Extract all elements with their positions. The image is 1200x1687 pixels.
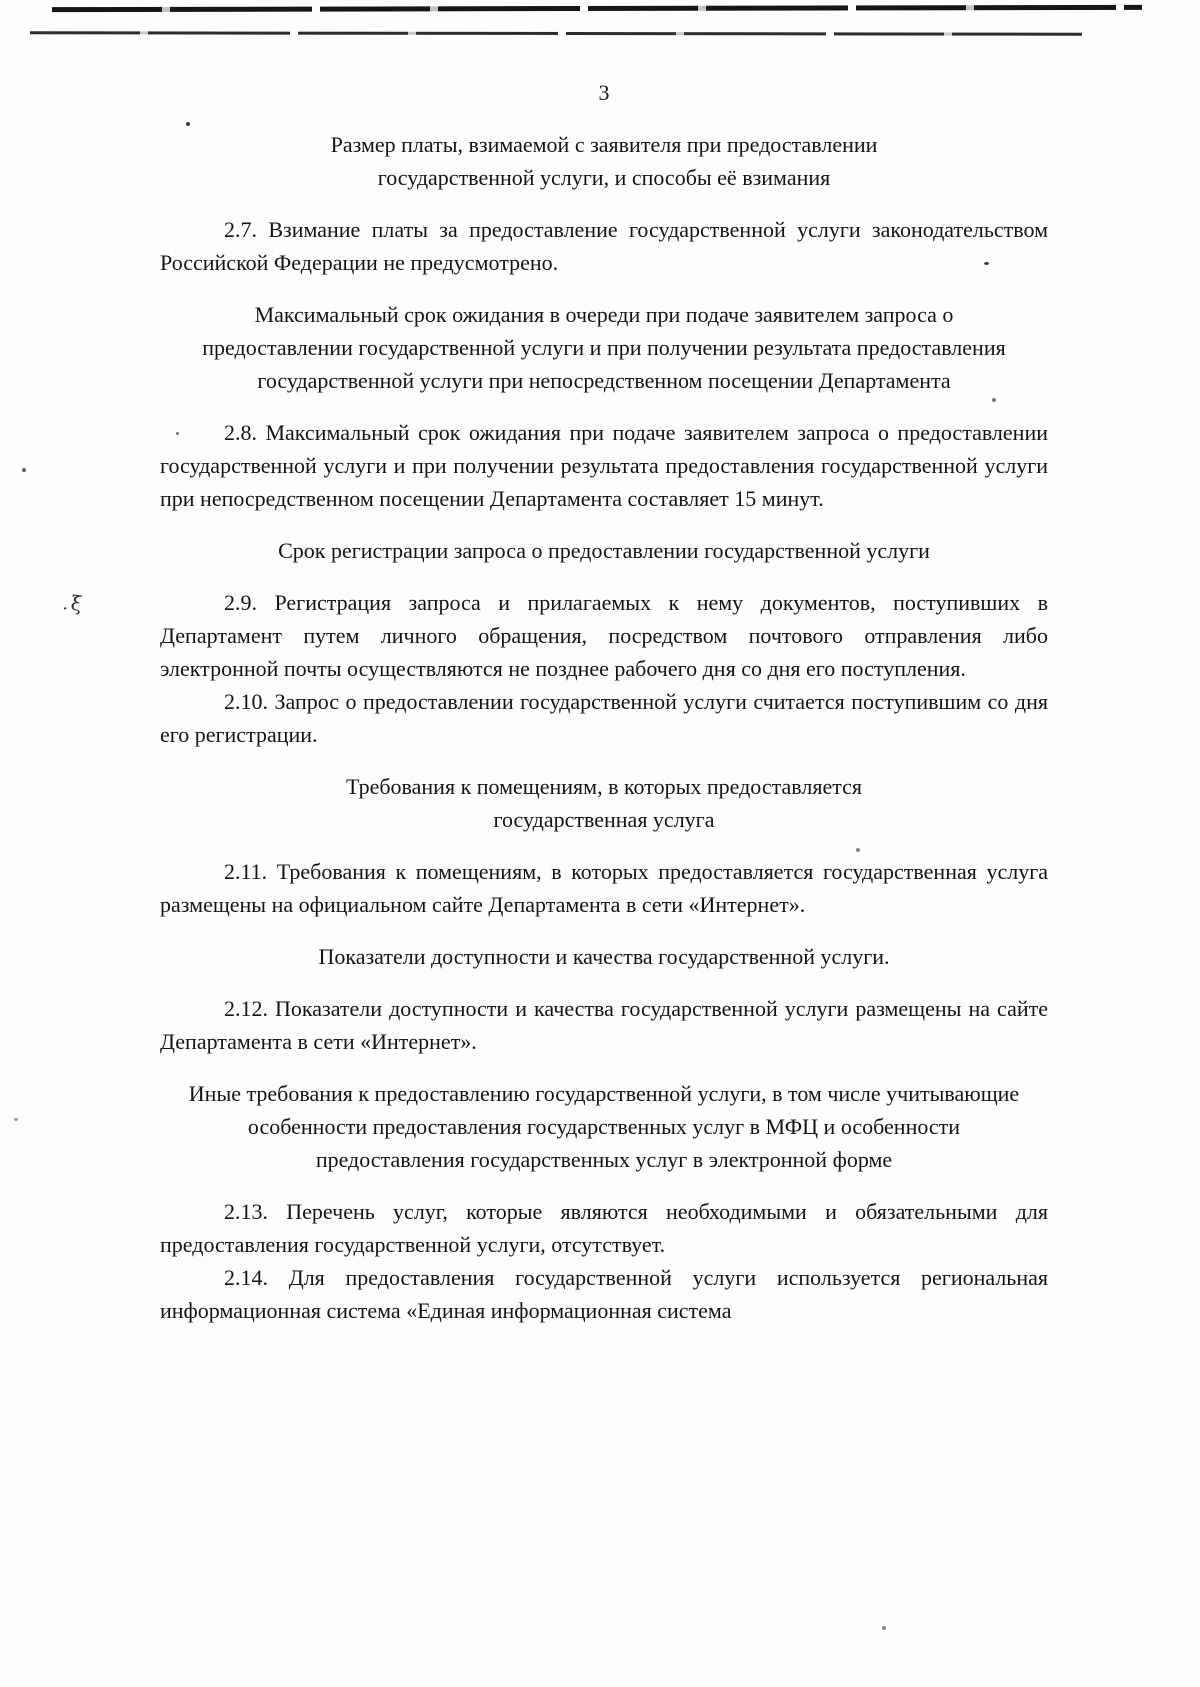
section-heading-premises-requirements: Требования к помещениям, в которых предоставляется государственная услуга (345, 774, 862, 832)
paragraph-2-11: 2.11. Требования к помещениям, в которых предоставляется государственная услуга размещены на официальном сайте Департамента в сети «Интернет». (160, 859, 1048, 917)
paragraph-2-14: 2.14. Для предоставления государственной услуги используется региональная информационная система «Единая информационная система (160, 1265, 1048, 1323)
paragraph-2-12: 2.12. Показатели доступности и качества государственной услуги размещены на сайте Департамента в сети «Интернет». (160, 996, 1048, 1054)
section-heading-quality-indicators: Показатели доступности и качества государственной услуги. (318, 944, 890, 969)
section-heading-payment: Размер платы, взимаемой с заявителя при предоставлении государственной услуги, и способы её взимания (330, 132, 878, 190)
paragraph-2-8: 2.8. Максимальный срок ожидания при подаче заявителем запроса о предоставлении государственной услуги и при получении результата предоставления государственной услуги при непосредственном посещении Департамента составляет 15 минут. (160, 420, 1048, 511)
scan-noise-squiggle: ξ ̇ (67, 590, 84, 629)
scan-noise-dot (882, 1626, 886, 1630)
page-number: 3 (598, 80, 610, 105)
section-heading-max-waiting-time: Максимальный срок ожидания в очереди при подаче заявителем запроса о предоставлении государственной услуги и при получении результата предоставления государственной услуги при непосредственном посещении Департамента (202, 302, 1006, 393)
section-heading-registration-period: Срок регистрации запроса о предоставлении государственной услуги (278, 538, 930, 563)
paragraph-2-7: 2.7. Взимание платы за предоставление государственной услуги законодательством Российской Федерации не предусмотрено. (160, 217, 1048, 275)
document-content (0, 76, 1200, 1327)
paragraph-2-9: 2.9. Регистрация запроса и прилагаемых к нему документов, поступивших в Департамент путем личного обращения, посредством почтового отправления либо электронной почты осуществляются не позднее рабочего дня со дня его поступления. (160, 590, 1048, 681)
scan-artifact-second-line (30, 31, 1082, 35)
scan-artifact-top-line (52, 5, 1142, 12)
paragraph-2-10: 2.10. Запрос о предоставлении государственной услуги считается поступившим со дня его регистрации. (160, 689, 1048, 747)
paragraph-2-13: 2.13. Перечень услуг, которые являются необходимыми и обязательными для предоставления государственной услуги, отсутствует. (160, 1199, 1048, 1257)
section-heading-other-requirements: Иные требования к предоставлению государственной услуги, в том числе учитывающие особенности предоставления государственных услуг в МФЦ и особенности предоставления государственных услуг в электронной форме (188, 1081, 1020, 1172)
